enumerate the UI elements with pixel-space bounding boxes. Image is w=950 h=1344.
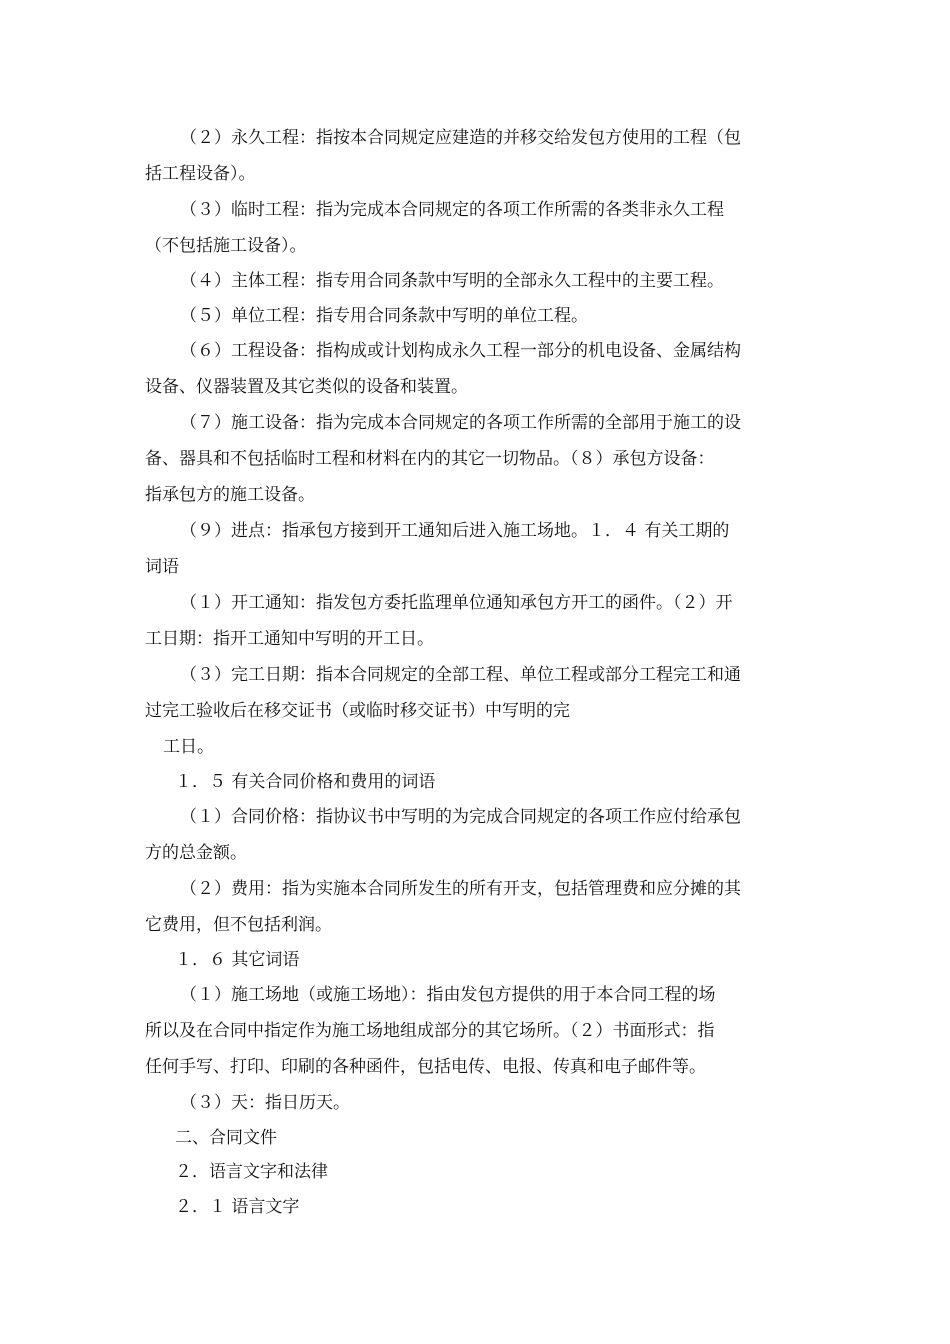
section-heading: ２．语言文字和法律 (175, 1162, 328, 1182)
paragraph-line: （２）永久工程：指按本合同规定应建造的并移交给发包方使用的工程（包 (180, 128, 741, 148)
paragraph-line: （不包括施工设备）。 (145, 236, 307, 256)
paragraph-line: 词语 (145, 557, 179, 577)
section-heading: １．５ 有关合同价格和费用的词语 (175, 772, 436, 792)
paragraph-line: （３）天：指日历天。 (180, 1093, 350, 1113)
paragraph-line: 过完工验收后在移交证书（或临时移交证书）中写明的完 (145, 701, 570, 721)
paragraph-line: 方的总金额。 (145, 843, 247, 863)
paragraph-line: （２）费用：指为实施本合同所发生的所有开支，包括管理费和应分摊的其 (180, 879, 741, 899)
section-heading: １．６ 其它词语 (175, 950, 300, 970)
paragraph-line: （４）主体工程：指专用合同条款中写明的全部永久工程中的主要工程。 (180, 271, 724, 291)
section-heading: ２．１ 语言文字 (175, 1197, 300, 1217)
paragraph-line: 备、器具和不包括临时工程和材料在内的其它一切物品。（８）承包方设备： (145, 449, 715, 469)
paragraph-line: （９）进点：指承包方接到开工通知后进入施工场地。１．４ 有关工期的 (180, 521, 730, 541)
paragraph-line: 所以及在合同中指定作为施工场地组成部分的其它场所。（２）书面形式：指 (145, 1021, 715, 1041)
paragraph-line: 任何手写、打印、印刷的各种函件，包括电传、电报、传真和电子邮件等。 (145, 1057, 706, 1077)
paragraph-line: （３）完工日期：指本合同规定的全部工程、单位工程或部分工程完工和通 (180, 665, 741, 685)
paragraph-line: 括工程设备）。 (145, 164, 256, 184)
paragraph-line: 设备、仪器装置及其它类似的设备和装置。 (145, 377, 468, 397)
paragraph-line: 工日期：指开工通知中写明的开工日。 (145, 629, 434, 649)
paragraph-line: （１）合同价格：指协议书中写明的为完成合同规定的各项工作应付给承包 (180, 807, 741, 827)
paragraph-line: （７）施工设备：指为完成本合同规定的各项工作所需的全部用于施工的设 (180, 413, 741, 433)
paragraph-line: 指承包方的施工设备。 (145, 485, 315, 505)
paragraph-line: 工日。 (163, 737, 214, 757)
paragraph-line: 它费用，但不包括利润。 (145, 915, 332, 935)
paragraph-line: （３）临时工程：指为完成本合同规定的各项工作所需的各类非永久工程 (180, 200, 724, 220)
paragraph-line: （１）开工通知：指发包方委托监理单位通知承包方开工的函件。（２）开 (180, 593, 733, 613)
chapter-heading: 二、合同文件 (175, 1128, 277, 1148)
paragraph-line: （６）工程设备：指构成或计划构成永久工程一部分的机电设备、金属结构 (180, 341, 741, 361)
paragraph-line: （５）单位工程：指专用合同条款中写明的单位工程。 (180, 306, 588, 326)
paragraph-line: （１）施工场地（或施工场地）：指由发包方提供的用于本合同工程的场 (180, 985, 716, 1005)
